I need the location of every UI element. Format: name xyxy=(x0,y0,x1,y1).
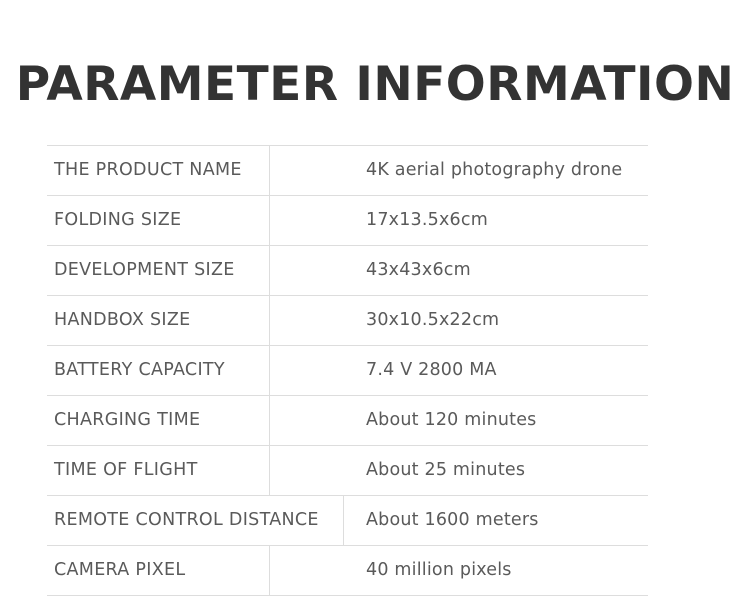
parameter-table xyxy=(47,145,648,596)
row-label: BATTERY CAPACITY xyxy=(54,360,225,380)
table-row-battery-capacity xyxy=(47,346,648,396)
table-row-camera-pixel xyxy=(47,546,648,596)
column-divider xyxy=(269,146,270,195)
row-value: About 120 minutes xyxy=(366,410,537,430)
row-value: About 25 minutes xyxy=(366,460,526,480)
row-value: 4K aerial photography drone xyxy=(366,160,623,180)
row-label: REMOTE CONTROL DISTANCE xyxy=(54,510,319,530)
column-divider xyxy=(269,446,270,495)
column-divider xyxy=(269,196,270,245)
row-value: 17x13.5x6cm xyxy=(366,210,488,230)
row-label: THE PRODUCT NAME xyxy=(54,160,242,180)
row-value: 7.4 V 2800 MA xyxy=(366,360,497,380)
row-value: 30x10.5x22cm xyxy=(366,310,500,330)
column-divider xyxy=(343,496,344,545)
table-row-time-of-flight xyxy=(47,446,648,496)
row-value: About 1600 meters xyxy=(366,510,539,530)
row-label: CHARGING TIME xyxy=(54,410,201,430)
column-divider xyxy=(269,296,270,345)
table-row-charging-time xyxy=(47,396,648,446)
column-divider xyxy=(269,246,270,295)
table-row-product-name xyxy=(47,146,648,196)
row-value: 40 million pixels xyxy=(366,560,512,580)
row-label: CAMERA PIXEL xyxy=(54,560,186,580)
column-divider xyxy=(269,396,270,445)
row-label: HANDBOX SIZE xyxy=(54,310,191,330)
table-row-folding-size xyxy=(47,196,648,246)
column-divider xyxy=(269,546,270,595)
table-row-development-size xyxy=(47,246,648,296)
row-label: DEVELOPMENT SIZE xyxy=(54,260,235,280)
row-value: 43x43x6cm xyxy=(366,260,471,280)
table-row-remote-control-distance xyxy=(47,496,648,546)
column-divider xyxy=(269,346,270,395)
row-label: TIME OF FLIGHT xyxy=(54,460,198,480)
table-row-handbox-size xyxy=(47,296,648,346)
row-label: FOLDING SIZE xyxy=(54,210,182,230)
page-title: PARAMETER INFORMATION xyxy=(15,57,735,112)
